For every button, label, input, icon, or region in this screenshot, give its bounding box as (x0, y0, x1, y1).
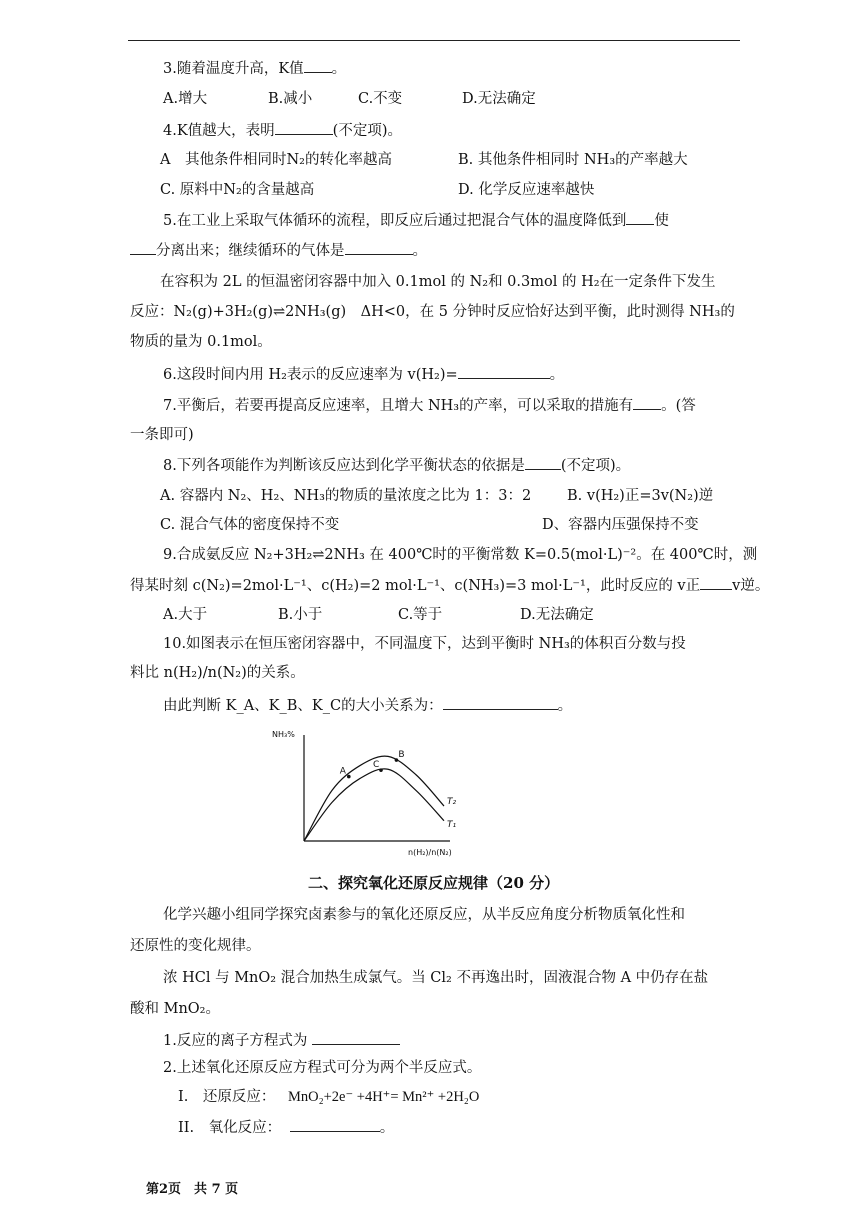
section2-intro2: 还原性的变化规律。 (130, 938, 261, 954)
q5-blank-3 (345, 240, 413, 255)
q9-line1: 9.合成氨反应 N₂+3H₂⇌2NH₃ 在 400℃时的平衡常数 K=0.5(mol·L)⁻²。在 400℃时，测 (163, 547, 758, 563)
point-label-c: C (373, 760, 380, 771)
q5-blank-2 (130, 240, 156, 255)
q3-option-c: C.不变 (358, 91, 403, 107)
q7-line1: 7.平衡后，若要再提高反应速率，且增大 NH₃的产率，可以采取的措施有 。(答 (163, 395, 696, 416)
q8-option-d: D、容器内压强保持不变 (542, 517, 699, 533)
q8-stem: 8.下列各项能作为判断该反应达到化学平衡状态的依据是 (不定项)。 (163, 455, 630, 476)
point-a (347, 775, 351, 779)
section2-intro3: 浓 HCl 与 MnO₂ 混合加热生成氯气。当 Cl₂ 不再逸出时，固液混合物 A 中仍存在盐 (163, 970, 709, 986)
q3-option-a: A.增大 (163, 91, 208, 107)
point-label-b: B (398, 750, 405, 761)
q8-option-b: B. v(H₂)正=3v(N₂)逆 (567, 488, 714, 504)
q10-answer-blank (443, 695, 558, 710)
q5-line2: 分离出来；继续循环的气体是 。 (130, 240, 427, 261)
section2-title: 二、探究氧化还原反应规律（20 分） (308, 874, 560, 892)
q3-stem: 3.随着温度升高，K值 。 (163, 58, 346, 79)
q4-option-b: B. 其他条件相同时 NH₃的产率越大 (458, 152, 688, 168)
x-axis-label: n(H₂)/n(N₂) (408, 848, 452, 857)
top-rule (128, 40, 740, 41)
q4-option-c: C. 原料中N₂的含量越高 (160, 182, 315, 198)
q4-option-a: A 其他条件相同时N₂的转化率越高 (160, 152, 392, 168)
page-footer: 第2页 共 7 页 (146, 1182, 239, 1197)
reduction-line: I. 还原反应： MnO₂+2e⁻ +4H⁺= Mn²⁺ +2H₂O (178, 1089, 480, 1105)
q8-option-c: C. 混合气体的密度保持不变 (160, 517, 340, 533)
q7-line2: 一条即可) (130, 427, 194, 443)
section2-q1: 1.反应的离子方程式为 (163, 1030, 400, 1051)
q9-option-b: B.小于 (278, 607, 323, 623)
q9-option-a: A.大于 (163, 607, 208, 623)
q7-answer-blank (633, 395, 661, 410)
q8-option-a: A. 容器内 N₂、H₂、NH₃的物质的量浓度之比为 1：3：2 (160, 488, 532, 504)
q9-option-c: C.等于 (398, 607, 443, 623)
q5-line1: 5.在工业上采取气体循环的流程，即反应后通过把混合气体的温度降低到 使 (163, 210, 669, 231)
q9-line2: 得某时刻 c(N₂)=2mol·L⁻¹、c(H₂)=2 mol·L⁻¹、c(NH₃)=3 mol·L⁻¹，此时反应的 v正 v逆。 (130, 575, 769, 596)
q9-option-d: D.无法确定 (520, 607, 594, 623)
passage-line3: 物质的量为 0.1mol。 (130, 334, 272, 350)
section2-q2: 2.上述氧化还原反应方程式可分为两个半反应式。 (163, 1060, 482, 1076)
q4-answer-blank (275, 120, 333, 135)
q6-answer-blank (458, 364, 550, 379)
point-label-a: A (339, 766, 346, 777)
q3-option-d: D.无法确定 (462, 91, 536, 107)
series-label-1: T₂ (447, 797, 457, 808)
nh3-chart (270, 725, 480, 860)
q6-stem: 6.这段时间内用 H₂表示的反应速率为 v(H₂)= 。 (163, 364, 564, 385)
series-label-2: T₁ (447, 819, 457, 830)
q10-line3: 由此判断 K_A、K_B、K_C的大小关系为： 。 (163, 695, 572, 716)
oxidation-line: II. 氧化反应： 。 (178, 1117, 394, 1138)
oxidation-blank (290, 1117, 380, 1132)
q10-line1: 10.如图表示在恒压密闭容器中，不同温度下，达到平衡时 NH₃的体积百分数与投 (163, 636, 686, 652)
section2-q1-blank (312, 1030, 400, 1045)
passage-line1: 在容积为 2L 的恒温密闭容器中加入 0.1mol 的 N₂和 0.3mol 的 H₂在一定条件下发生 (160, 274, 716, 290)
section2-intro1: 化学兴趣小组同学探究卤素参与的氧化还原反应，从半反应角度分析物质氧化性和 (163, 907, 685, 923)
q9-answer-blank (700, 575, 732, 590)
q3-option-b: B.减小 (268, 91, 313, 107)
q4-option-d: D. 化学反应速率越快 (458, 182, 595, 198)
section2-intro4: 酸和 MnO₂。 (130, 1001, 220, 1017)
q10-line2: 料比 n(H₂)/n(N₂)的关系。 (130, 665, 305, 681)
passage-line2: 反应：N₂(g)+3H₂(g)⇌2NH₃(g) ΔH<0，在 5 分钟时反应恰好达到平衡，此时测得 NH₃的 (130, 304, 735, 320)
q5-blank-1 (626, 210, 654, 225)
series-line-2 (304, 766, 444, 841)
y-axis-label: NH₃% (272, 730, 295, 739)
point-c (379, 768, 383, 772)
q4-stem: 4.K值越大，表明 (不定项)。 (163, 120, 402, 141)
q3-answer-blank (304, 58, 332, 73)
q8-answer-blank (525, 455, 561, 470)
